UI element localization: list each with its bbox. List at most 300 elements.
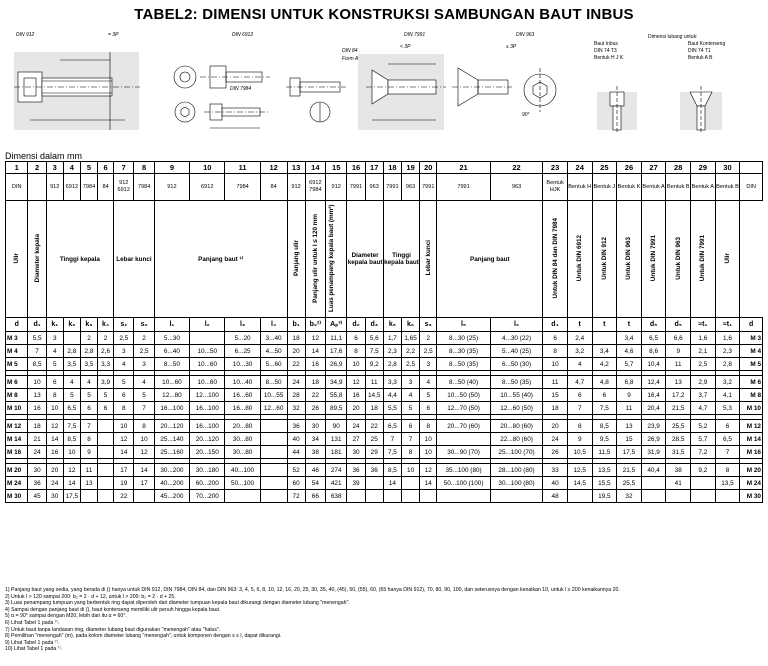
table-row (6, 433, 763, 446)
col-number-1: 1 (6, 162, 28, 174)
table-cell: 8 (567, 420, 592, 433)
table-row (6, 420, 763, 433)
table-cell: 25 (365, 433, 383, 446)
thread-size-cell: M 20 (6, 464, 28, 477)
table-row (6, 332, 763, 345)
header-panjang-baut-2: Panjang baut (437, 201, 543, 318)
table-cell: 8 (134, 420, 154, 433)
label-din7991: DIN 7991 (404, 32, 426, 38)
label-90deg: 90° (522, 112, 530, 118)
table-cell: 4 (114, 358, 134, 371)
table-cell: 4 (420, 376, 437, 389)
header-row (6, 201, 763, 318)
table-cell: 6 (98, 402, 114, 415)
col-number-22: 22 (490, 162, 542, 174)
standard-cell-8: 7984 (134, 174, 154, 201)
table-cell: 16 (305, 358, 325, 371)
col-number-4: 4 (63, 162, 80, 174)
table-cell: 20 (46, 464, 63, 477)
table-cell: 7 (401, 433, 419, 446)
table-cell: 32 (287, 402, 305, 415)
col-number-29: 29 (691, 162, 716, 174)
table-cell: 11 (617, 402, 642, 415)
footnote: 4) Sampai dengan panjang baut di (), baut konterseng memiliki ulir penuh hingga kepala baut. (5, 606, 221, 613)
standard-cell-23: Bentuk HJK (543, 174, 568, 201)
table-cell: 2 (80, 332, 97, 345)
table-cell: 11 (543, 376, 568, 389)
table-cell (437, 433, 491, 446)
hole-legend-title: Dimensi lubang untuk: (648, 34, 698, 40)
standard-row (6, 174, 763, 201)
table-cell: 10,4 (641, 358, 666, 371)
table-cell (383, 490, 401, 503)
table-cell: 2,5 (134, 345, 154, 358)
table-cell: 8...50 (35) (490, 376, 542, 389)
table-cell: 2,8 (80, 345, 97, 358)
table-row (6, 446, 763, 459)
table-cell: 6,5 (715, 433, 740, 446)
table-cell: 12...80 (154, 389, 189, 402)
table-cell: 8 (80, 433, 97, 446)
table-cell: 4,8 (592, 376, 617, 389)
table-cell: 5,5 (383, 402, 401, 415)
table-cell (437, 490, 491, 503)
label-din7984: DIN 7984 (230, 86, 252, 92)
table-cell (401, 490, 419, 503)
header-ulir-right: Ulir (715, 201, 740, 318)
col-number-27: 27 (641, 162, 666, 174)
table-cell: 6 (567, 389, 592, 402)
table-cell (691, 477, 716, 490)
table-cell: 5...20 (225, 332, 260, 345)
header-lebar-kunci-2: Lebar kunci (420, 201, 437, 318)
table-cell: 12 (63, 464, 80, 477)
table-cell: 14,5 (567, 477, 592, 490)
table-cell: 2 (420, 332, 437, 345)
footnote: 7) Untuk baut tanpa landasan ring, diameter lubang baut digunakan "menengah" atau "halus". (5, 626, 221, 633)
thread-size-cell: M 3 (6, 332, 28, 345)
thread-size-cell: M 8 (740, 389, 763, 402)
table-cell (641, 477, 666, 490)
table-cell: 25,5 (617, 477, 642, 490)
standard-cell-7: 912 6912 (114, 174, 134, 201)
table-cell: 5 (63, 389, 80, 402)
table-cell: 10...60 (190, 358, 225, 371)
header-untuk-din7991-a: Untuk DIN 7991 (641, 201, 666, 318)
table-cell: 18 (365, 402, 383, 415)
hole-legend-right-2: DIN 74 T1 (688, 48, 711, 54)
table-cell: 14 (114, 446, 134, 459)
thread-size-cell: M 14 (740, 433, 763, 446)
table-cell: 36 (287, 420, 305, 433)
table-cell: 26 (305, 402, 325, 415)
symbol-cell-12: l₄ (260, 318, 287, 332)
table-cell: 8,5 (63, 433, 80, 446)
symbol-cell-5: k₃ (80, 318, 97, 332)
standard-cell-15: 912 (326, 174, 347, 201)
label-form-a: Form A (342, 56, 359, 62)
table-cell: 13 (617, 420, 642, 433)
table-cell: 4,2 (592, 358, 617, 371)
table-cell (80, 490, 97, 503)
table-cell: 20 (543, 420, 568, 433)
symbol-cell-27: d₅ (641, 318, 666, 332)
table-cell: 4,6 (617, 345, 642, 358)
thread-size-cell: M 4 (6, 345, 28, 358)
table-cell: 10 (28, 376, 46, 389)
thread-size-cell: M 30 (6, 490, 28, 503)
standard-cell-28: Bentuk B (666, 174, 691, 201)
table-cell: 6 (715, 420, 740, 433)
hole-legend-left-3: Bentuk H J K (594, 55, 624, 61)
table-row (6, 358, 763, 371)
table-cell: 13,5 (715, 477, 740, 490)
table-cell: 5 (80, 389, 97, 402)
table-cell: 23,9 (641, 420, 666, 433)
table-cell: 18 (305, 376, 325, 389)
symbol-cell-30: ≈t₁ (715, 318, 740, 332)
col-number-19: 19 (401, 162, 419, 174)
table-cell: 4...30 (22) (490, 332, 542, 345)
standard-cell-14: 6912 7984 (305, 174, 325, 201)
table-cell: 2,9 (691, 376, 716, 389)
table-cell: 3,3 (383, 376, 401, 389)
table-cell: 8...30 (35) (437, 345, 491, 358)
table-cell: 16...80 (225, 402, 260, 415)
table-cell: 3,2 (715, 376, 740, 389)
table-cell: 2,8 (63, 345, 80, 358)
table-cell: 18 (287, 332, 305, 345)
table-cell: 2,1 (691, 345, 716, 358)
table-cell (490, 490, 542, 503)
table-cell: 12...100 (190, 389, 225, 402)
table-cell: 28,5 (666, 433, 691, 446)
hole-legend-left-2: DIN 74 T3 (594, 48, 617, 54)
table-cell (260, 477, 287, 490)
thread-size-cell: M 5 (740, 358, 763, 371)
table-cell: 6,8 (617, 376, 642, 389)
table-cell: 5,3 (715, 402, 740, 415)
table-cell: 27 (347, 433, 365, 446)
table-cell: 10 (114, 420, 134, 433)
thread-size-cell: M 30 (740, 490, 763, 503)
table-cell: 3,4 (592, 345, 617, 358)
table-cell: 4,4 (383, 389, 401, 402)
thread-size-cell: M 6 (6, 376, 28, 389)
table-cell (666, 490, 691, 503)
table-cell: 44 (287, 446, 305, 459)
table-cell: 50...100 (100) (437, 477, 491, 490)
table-cell: 274 (326, 464, 347, 477)
table-cell (190, 332, 225, 345)
col-number-7: 7 (114, 162, 134, 174)
table-cell: 19 (114, 477, 134, 490)
header-untuk-din963-a: Untuk DIN 963 (617, 201, 642, 318)
table-cell: 4,7 (567, 376, 592, 389)
table-cell: 20...120 (190, 433, 225, 446)
table-cell: 24 (46, 477, 63, 490)
table-cell: 20...120 (154, 420, 189, 433)
standard-cell-20: 7991 (420, 174, 437, 201)
table-cell: 7 (134, 402, 154, 415)
table-cell: 21,5 (666, 402, 691, 415)
table-cell: 5...60 (260, 358, 287, 371)
table-row (6, 376, 763, 389)
table-cell: 9 (567, 433, 592, 446)
standard-cell-13: 912 (287, 174, 305, 201)
table-cell: 2,8 (715, 358, 740, 371)
table-cell: 48 (543, 490, 568, 503)
table-cell: 6...25 (225, 345, 260, 358)
table-cell: 12...70 (50) (437, 402, 491, 415)
table-cell (365, 477, 383, 490)
col-number-11: 11 (225, 162, 260, 174)
table-cell: 22 (305, 389, 325, 402)
symbol-cell-8: s₂ (134, 318, 154, 332)
table-cell: 30...90 (70) (437, 446, 491, 459)
col-number-12: 12 (260, 162, 287, 174)
table-cell: 40...100 (225, 464, 260, 477)
table-cell: 3 (420, 358, 437, 371)
table-cell: 26,9 (326, 358, 347, 371)
table-cell: 12...60 (50) (490, 402, 542, 415)
table-cell: 17 (114, 464, 134, 477)
table-cell: 54 (305, 477, 325, 490)
table-cell: 1,6 (715, 332, 740, 345)
col-number-24: 24 (567, 162, 592, 174)
table-cell (63, 332, 80, 345)
col-number-3: 3 (46, 162, 63, 174)
thread-size-cell: M 4 (740, 345, 763, 358)
table-cell (134, 490, 154, 503)
footnote: 6) Lihat Tabel 1 pada ⁷⁾. (5, 619, 60, 626)
table-cell: 15 (543, 389, 568, 402)
table-cell: 10...60 (190, 376, 225, 389)
table-cell: 20 (347, 402, 365, 415)
thread-size-cell: M 12 (740, 420, 763, 433)
table-cell: 11 (80, 464, 97, 477)
table-cell: 12 (420, 464, 437, 477)
table-cell: 14 (134, 464, 154, 477)
table-cell (225, 490, 260, 503)
table-cell: 4 (80, 376, 97, 389)
table-cell: 7,5 (383, 446, 401, 459)
table-cell: 66 (305, 490, 325, 503)
table-cell (260, 446, 287, 459)
table-cell: 8...30 (25) (437, 332, 491, 345)
symbol-cell-7: s₁ (114, 318, 134, 332)
symbol-cell-15: Aₚ³⁾ (326, 318, 347, 332)
table-cell: 60 (287, 477, 305, 490)
table-cell: 4 (63, 376, 80, 389)
table-cell: 9,5 (592, 433, 617, 446)
table-cell: 9,2 (691, 464, 716, 477)
col-number-5: 5 (80, 162, 97, 174)
col-number-15: 15 (326, 162, 347, 174)
footnote: 1) Panjang baut yang sedia, yang berada di () hanya untuk DIN 912, DIN 7984, DIN 84, dan DIN 963: 3, 4, 5, 6, 8, 10, 12, 16, 20, 25, 30, 35, 40, (45), 50, (55), 60, (65 hanya DIN 912), 70, 80, 90, 100, dan seterusnya dengan kenaikan 10, untuk l ≥ 200 kenaikannya 20. (5, 587, 620, 593)
symbol-row (6, 318, 763, 332)
standard-cell-27: Bentuk A (641, 174, 666, 201)
table-cell: 4...50 (260, 345, 287, 358)
table-cell: 19,5 (592, 490, 617, 503)
technical-drawings (0, 24, 768, 148)
thread-size-cell: M 12 (6, 420, 28, 433)
col-number-10: 10 (190, 162, 225, 174)
table-cell: 6,5 (383, 420, 401, 433)
table-cell: 12,4 (641, 376, 666, 389)
table-cell: 8,6 (641, 345, 666, 358)
table-cell: 5...30 (154, 332, 189, 345)
table-cell: 3,9 (98, 376, 114, 389)
table-cell: 7,2 (691, 446, 716, 459)
col-number-26: 26 (617, 162, 642, 174)
table-cell: 72 (287, 490, 305, 503)
table-cell: 11,1 (326, 332, 347, 345)
thread-size-cell: M 14 (6, 433, 28, 446)
table-cell: 26,9 (641, 433, 666, 446)
table-cell: 36 (365, 464, 383, 477)
table-cell: 5 (46, 358, 63, 371)
column-number-row (6, 162, 763, 174)
table-cell: 10 (420, 433, 437, 446)
table-cell: 7,5 (63, 420, 80, 433)
table-cell: 11,5 (592, 446, 617, 459)
table-cell: 24 (287, 376, 305, 389)
table-cell: 6 (592, 389, 617, 402)
table-cell: 10 (543, 358, 568, 371)
label-din963: DIN 963 (516, 32, 535, 38)
table-cell: 24 (543, 433, 568, 446)
table-cell: 4 (134, 376, 154, 389)
table-cell: 28...100 (80) (490, 464, 542, 477)
table-cell: 55,8 (326, 389, 347, 402)
table-cell: 2,8 (383, 358, 401, 371)
header-tinggi-kepala: Tinggi kepala (46, 201, 113, 318)
footnote: 5) α = 90° sampai dengan M20, lebih dari itu α = 60°. (5, 613, 127, 620)
table-cell (260, 464, 287, 477)
standard-cell-18: 7991 (383, 174, 401, 201)
thread-size-cell: M 8 (6, 389, 28, 402)
standard-cell-6: 84 (98, 174, 114, 201)
table-cell: 181 (326, 446, 347, 459)
standard-cell-12: 84 (260, 174, 287, 201)
table-cell: 32 (617, 490, 642, 503)
table-cell (98, 446, 114, 459)
table-cell: 10...55 (40) (490, 389, 542, 402)
hole-legend-right-1: Baut Konterseng (688, 41, 726, 47)
symbol-cell-14: b₂²⁾ (305, 318, 325, 332)
table-cell: 10...50 (50) (437, 389, 491, 402)
din6912-drawing (174, 66, 270, 128)
table-cell: 16 (28, 402, 46, 415)
table-cell: 8,5 (28, 358, 46, 371)
table-cell: 4 (567, 358, 592, 371)
table-cell: 1,7 (383, 332, 401, 345)
table-cell: 3,4 (617, 332, 642, 345)
thread-size-cell: M 16 (6, 446, 28, 459)
table-cell (98, 433, 114, 446)
table-cell: 13 (666, 376, 691, 389)
header-untuk-din7991-b: Untuk DIN 7991 (691, 201, 716, 318)
table-cell: 8 (715, 464, 740, 477)
table-cell: 5,6 (365, 332, 383, 345)
table-cell: 12 (347, 376, 365, 389)
header-panjang-baut: Panjang baut ¹⁾ (154, 201, 287, 318)
standard-cell-16: 7991 (347, 174, 365, 201)
table-cell: 30 (305, 420, 325, 433)
table-cell: 10 (401, 464, 419, 477)
symbol-cell-29: ≈t₁ (691, 318, 716, 332)
table-cell: 30 (28, 464, 46, 477)
table-row (6, 345, 763, 358)
table-cell: 46 (305, 464, 325, 477)
col-number-2: 2 (28, 162, 46, 174)
table-row (6, 389, 763, 402)
thread-size-cell: M 6 (740, 376, 763, 389)
table-cell (98, 490, 114, 503)
table-cell: 6...40 (154, 345, 189, 358)
table-cell: 2,2 (401, 345, 419, 358)
symbol-cell-11: l₃ (225, 318, 260, 332)
standard-cell-26: Bentuk K (617, 174, 642, 201)
table-cell: 60...200 (190, 477, 225, 490)
table-cell (691, 490, 716, 503)
table-cell: 34,9 (326, 376, 347, 389)
col-number-21: 21 (437, 162, 491, 174)
table-cell: 6...50 (30) (490, 358, 542, 371)
table-cell: 14 (46, 433, 63, 446)
table-cell: 3 (46, 332, 63, 345)
table-cell: 9,2 (365, 358, 383, 371)
thread-size-cell: M 24 (6, 477, 28, 490)
table-cell: 8...50 (35) (437, 358, 491, 371)
table-cell: 16...100 (154, 402, 189, 415)
table-cell: 29 (365, 446, 383, 459)
table-cell: 25...160 (154, 446, 189, 459)
table-cell: 5 (401, 402, 419, 415)
table-cell: 6,5 (63, 402, 80, 415)
header-diameter-kepala: Diameter kepala (28, 201, 46, 318)
table-row (6, 402, 763, 415)
table-cell: 31,9 (641, 446, 666, 459)
table-cell: 3,2 (567, 345, 592, 358)
dimension-table (5, 161, 763, 503)
table-cell: 8 (347, 345, 365, 358)
table-cell: 28 (287, 389, 305, 402)
label-le3p: ≤ 3P (506, 44, 517, 50)
table-cell: 11 (666, 358, 691, 371)
din7991-drawing (358, 54, 446, 130)
table-cell: 5 (420, 389, 437, 402)
table-cell: 30 (347, 446, 365, 459)
table-cell: 6 (420, 402, 437, 415)
table-cell: 8 (420, 420, 437, 433)
table-cell: 3...40 (260, 332, 287, 345)
table-cell: 1,65 (401, 332, 419, 345)
table-cell (567, 490, 592, 503)
label-din84: DIN 84 (342, 48, 358, 54)
col-number-14: 14 (305, 162, 325, 174)
table-cell: 13,5 (592, 464, 617, 477)
standard-cell-30: Bentuk B (715, 174, 740, 201)
footnote: 3) Luas penampang tumpuan yang berbentuk ring dapat diperoleh dari diameter tumpuan kepala baut dikurangi dengan diameter lubang "menengah". (5, 600, 350, 607)
symbol-cell-9: l₁ (154, 318, 189, 332)
table-cell (347, 490, 365, 503)
table-cell: 14 (420, 477, 437, 490)
table-cell: 30...80 (225, 433, 260, 446)
table-cell: 14 (383, 477, 401, 490)
table-cell (98, 420, 114, 433)
